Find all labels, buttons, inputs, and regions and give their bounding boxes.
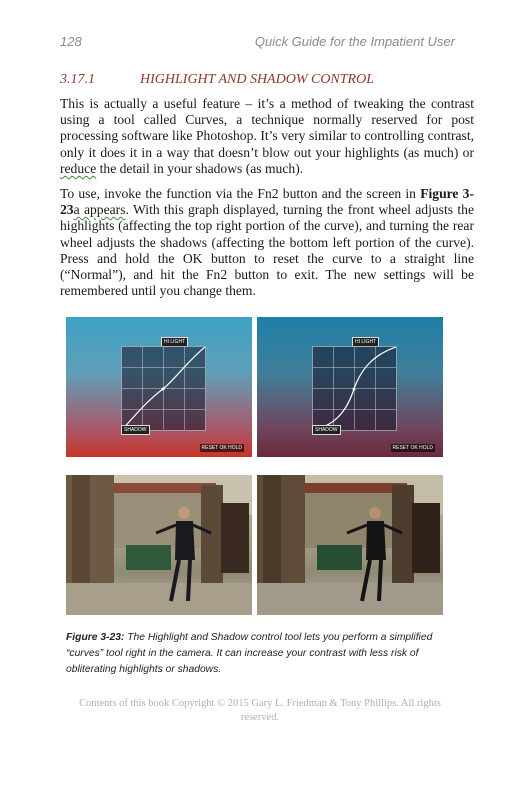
paragraph-1-flagged-word: reduce <box>60 160 97 176</box>
reset-label: RESET <box>201 445 219 451</box>
figure-reference-suffix: a appears <box>73 202 126 218</box>
figure-reference: Figure 3-23 <box>60 186 474 218</box>
scene-illustration <box>257 475 443 615</box>
tai-chi-photo-before <box>66 475 252 615</box>
scene-illustration <box>66 475 252 615</box>
paragraph-1-end: the detail in your shadows (as much). <box>96 160 304 176</box>
hi-light-label: HI LIGHT <box>161 337 188 347</box>
section-heading <box>60 72 374 88</box>
curves-screen-photo-a <box>66 317 252 457</box>
curve-grid <box>121 346 206 431</box>
section-number: 3.17.1 <box>60 72 95 87</box>
reset-ok-label <box>391 444 436 452</box>
caption-label: Figure 3-23: <box>66 632 125 643</box>
ok-hold-label: OK HOLD <box>410 445 433 451</box>
tone-curve <box>122 347 205 430</box>
reset-label: RESET <box>392 445 410 451</box>
ok-hold-label: OK HOLD <box>219 445 242 451</box>
tai-chi-photo-after <box>257 475 443 615</box>
reset-ok-label <box>200 444 245 452</box>
shadow-label: SHADOW <box>121 425 150 435</box>
paragraph-2-rest: . With this graph displayed, turning the front wheel adjusts the highlights (affecting the top right portion of the curve), and turning the rear wheel adjusts the shadows (affecting the bottom left portion of the curve). Press and hold the OK button to reset the curve to a straight line (“Normal”), and hit the Fn2 button to exit. The new settings will be remembered until you change them. <box>60 202 474 299</box>
body-paragraph-1 <box>60 96 474 177</box>
body-paragraph-2 <box>60 186 474 299</box>
figure-caption <box>66 630 450 678</box>
page-number: 128 <box>60 34 82 49</box>
paragraph-1-text: This is actually a useful feature – it’s a method of tweaking the contrast using a tool called Curves, a technique normally reserved for post processing software like Photoshop. It’s very similar to controlling contrast, only it does it in a way that doesn’t blow out your highlights (as much) or <box>60 96 474 160</box>
caption-text: The Highlight and Shadow control tool lets you perform a simplified “curves” tool right in the camera. It can increase your contrast with less risk of obliterating highlights or shadows. <box>66 632 433 675</box>
curve-grid <box>312 346 397 431</box>
tone-curve <box>313 347 396 430</box>
copyright-footer: Contents of this book Copyright © 2015 Gary L. Friedman & Tony Phillips. All rights reserved. <box>79 698 441 723</box>
shadow-label: SHADOW <box>312 425 341 435</box>
running-header-title: Quick Guide for the Impatient User <box>254 34 455 49</box>
hi-light-label: HI LIGHT <box>352 337 379 347</box>
paragraph-2-start: To use, invoke the function via the Fn2 button and the screen in <box>60 186 421 201</box>
curves-screen-photo-b <box>257 317 443 457</box>
section-title: HIGHLIGHT AND SHADOW CONTROL <box>140 72 375 87</box>
